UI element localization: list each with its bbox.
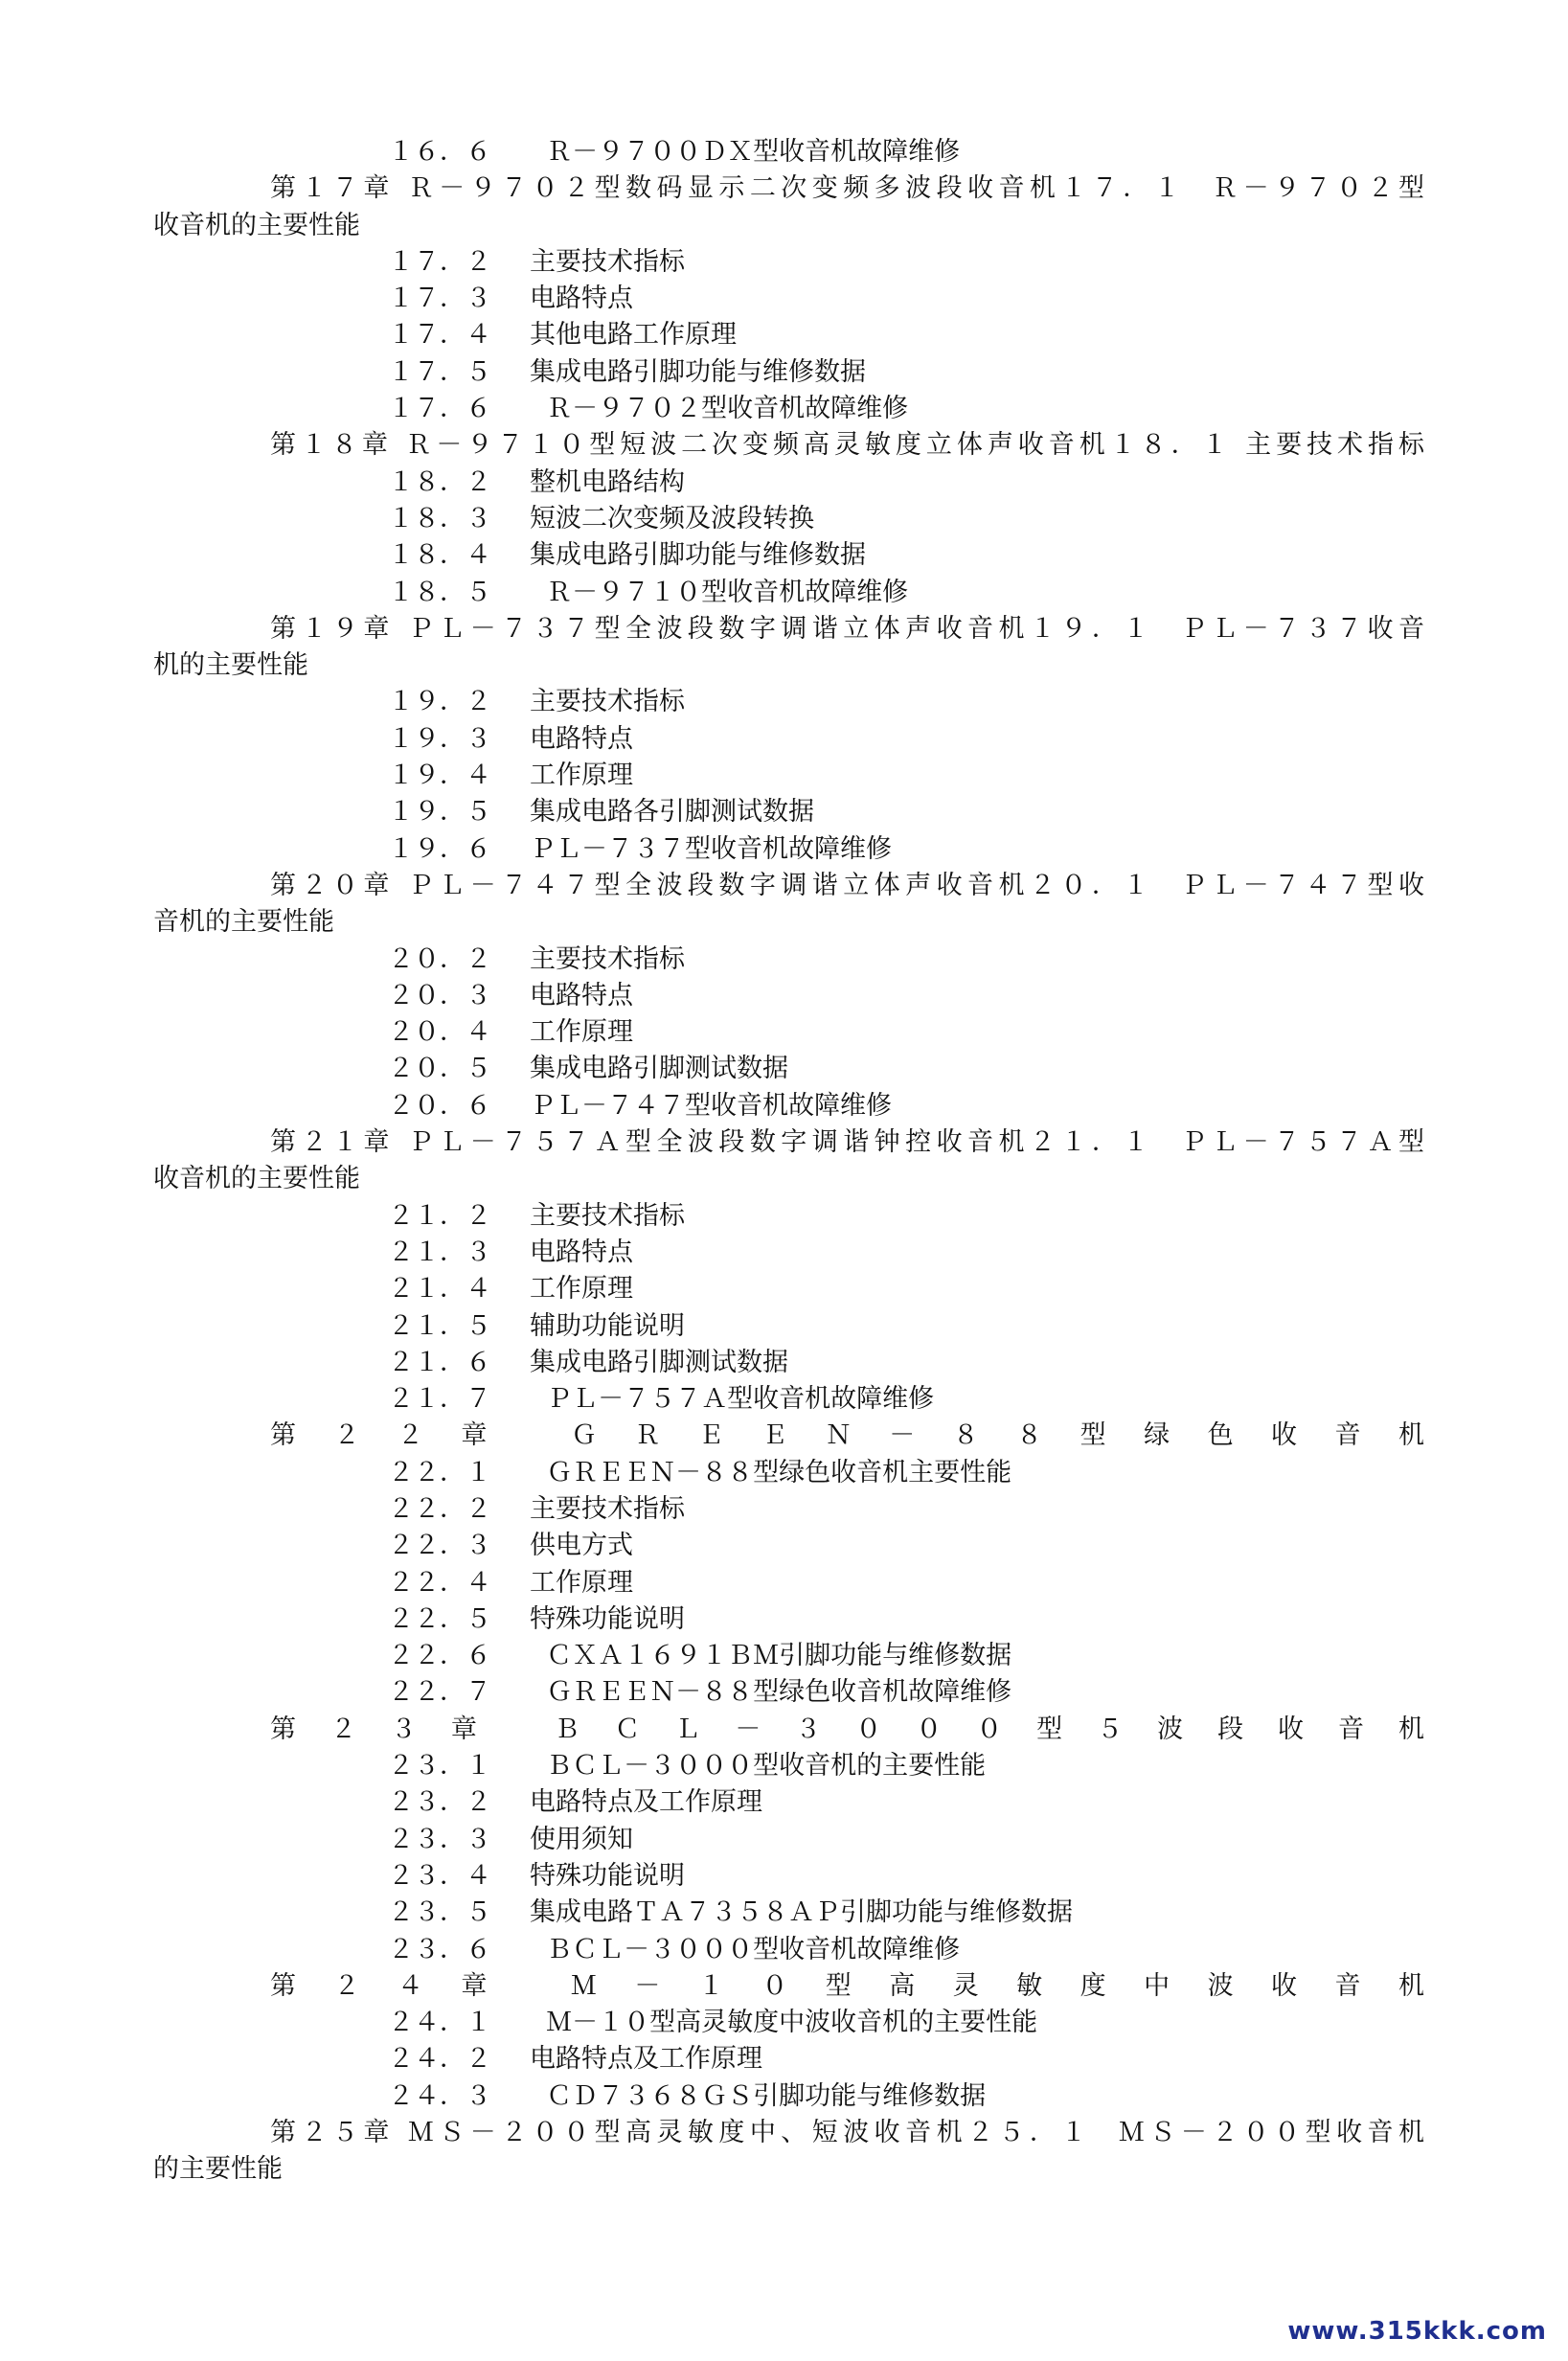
section-entry — [388, 1638, 1011, 1674]
section-number: ２２．５ — [388, 1603, 491, 1634]
section-entry — [388, 1381, 934, 1418]
section-entry — [388, 2078, 986, 2115]
section-title: Ｒ－９７０２型收音机故障维修 — [530, 394, 909, 424]
toc-line — [0, 647, 1568, 684]
toc-line — [0, 1271, 1568, 1307]
section-number: １９．５ — [388, 797, 491, 828]
toc-line — [0, 831, 1568, 868]
section-number: １９．４ — [388, 761, 491, 791]
toc-line — [0, 244, 1568, 281]
section-entry — [388, 2005, 1037, 2041]
chapter-heading-continuation: 的主要性能 — [153, 2154, 283, 2185]
section-title: 工作原理 — [530, 1017, 633, 1048]
section-number: ２４．１ — [388, 2008, 491, 2038]
toc-line — [0, 575, 1568, 611]
section-title: 其他电路工作原理 — [530, 320, 737, 351]
chapter-heading: 第１８章 Ｒ－９７１０型短波二次变频高灵敏度立体声收音机１８．１ 主要技术指标 — [270, 430, 1424, 461]
section-title: 电路特点 — [530, 723, 633, 754]
section-entry — [388, 1674, 1011, 1711]
section-title: 主要技术指标 — [530, 1493, 685, 1524]
toc-line — [0, 1381, 1568, 1418]
section-number: ２３．６ — [388, 1934, 491, 1964]
section-entry — [388, 978, 633, 1014]
chapter-heading: 第１９章 ＰＬ－７３７型全波段数字调谐立体声收音机１９．１ ＰＬ－７３７收音 — [270, 613, 1424, 644]
section-entry — [388, 1822, 633, 1858]
section-entry — [388, 942, 685, 978]
section-entry — [388, 1051, 788, 1087]
toc-line — [0, 317, 1568, 353]
section-entry — [388, 317, 737, 353]
toc-line — [0, 537, 1568, 574]
toc-line — [0, 794, 1568, 830]
section-number: ２３．３ — [388, 1824, 491, 1854]
section-number: １７．５ — [388, 356, 491, 387]
section-title: 主要技术指标 — [530, 246, 685, 277]
toc-line — [0, 758, 1568, 794]
toc-line — [0, 942, 1568, 978]
section-title: ＢＣＬ－３０００型收音机的主要性能 — [530, 1751, 987, 1782]
section-title: 辅助功能说明 — [530, 1310, 685, 1341]
toc-line — [0, 1674, 1568, 1711]
section-entry — [388, 831, 892, 868]
toc-line — [0, 1895, 1568, 1931]
section-number: ２２．３ — [388, 1531, 491, 1561]
section-number: ２４．３ — [388, 2080, 491, 2111]
toc-line — [0, 170, 1568, 207]
section-number: ２１．３ — [388, 1237, 491, 1267]
toc-line — [0, 1198, 1568, 1235]
toc-line — [0, 1345, 1568, 1381]
toc-line — [0, 281, 1568, 317]
chapter-heading: 第２４章 Ｍ－１０型高灵敏度中波收音机 — [270, 1970, 1424, 2001]
chapter-heading: 第１７章 Ｒ－９７０２型数码显示二次变频多波段收音机１７．１ Ｒ－９７０２型 — [270, 173, 1424, 204]
toc-line — [0, 1308, 1568, 1345]
toc-line — [0, 1088, 1568, 1124]
toc-line — [0, 904, 1568, 941]
section-title: 工作原理 — [530, 1567, 633, 1598]
section-entry — [388, 1235, 633, 1271]
section-entry — [388, 1271, 633, 1307]
section-title: ＧＲＥＥＮ－８８型绿色收音机主要性能 — [530, 1457, 1012, 1487]
section-entry — [388, 721, 633, 758]
section-title: 集成电路引脚功能与维修数据 — [530, 356, 866, 387]
section-number: ２０．３ — [388, 980, 491, 1010]
section-entry — [388, 1308, 685, 1345]
section-entry — [388, 501, 814, 537]
section-title: 整机电路结构 — [530, 466, 685, 497]
toc-line — [0, 465, 1568, 501]
section-title: ＰＬ－７５７Ａ型收音机故障维修 — [530, 1384, 935, 1415]
section-title: ＧＲＥＥＮ－８８型绿色收音机故障维修 — [530, 1677, 1012, 1708]
section-title: 特殊功能说明 — [530, 1860, 685, 1891]
section-number: １７．６ — [388, 394, 491, 424]
chapter-heading: 第２１章 ＰＬ－７５７Ａ型全波段数字调谐钟控收音机２１．１ ＰＬ－７５７Ａ型 — [270, 1127, 1424, 1158]
toc-line — [0, 2005, 1568, 2041]
section-title: 工作原理 — [530, 1274, 633, 1305]
section-number: ２０．６ — [388, 1090, 491, 1121]
section-number: ２３．１ — [388, 1751, 491, 1782]
toc-line — [0, 1418, 1568, 1454]
section-entry — [388, 1491, 685, 1528]
section-title: 主要技术指标 — [530, 687, 685, 717]
section-title: ＰＬ－７３７型收音机故障维修 — [530, 833, 892, 864]
toc-line — [0, 1528, 1568, 1564]
section-title: 使用须知 — [530, 1824, 633, 1854]
section-number: １８．２ — [388, 466, 491, 497]
toc-line — [0, 2151, 1568, 2188]
section-entry — [388, 391, 908, 427]
section-entry — [388, 1895, 1073, 1931]
section-title: 电路特点及工作原理 — [530, 1787, 762, 1818]
section-entry — [388, 794, 814, 830]
section-entry — [388, 1198, 685, 1235]
section-entry — [388, 1601, 685, 1638]
toc-line — [0, 1014, 1568, 1051]
toc-line — [0, 1491, 1568, 1528]
toc-line — [0, 208, 1568, 244]
section-entry — [388, 134, 960, 170]
section-number: ２０．４ — [388, 1017, 491, 1048]
section-entry — [388, 684, 685, 720]
section-number: ２２．７ — [388, 1677, 491, 1708]
section-entry — [388, 1932, 960, 1968]
section-number: ２３．５ — [388, 1897, 491, 1928]
chapter-heading: 第２３章 ＢＣＬ－３０００型５波段收音机 — [270, 1714, 1424, 1744]
section-title: 特殊功能说明 — [530, 1603, 685, 1634]
toc-line — [0, 1455, 1568, 1491]
toc-line — [0, 684, 1568, 720]
section-number: １９．２ — [388, 687, 491, 717]
toc-line — [0, 1858, 1568, 1895]
toc-line — [0, 1932, 1568, 1968]
section-title: ＰＬ－７４７型收音机故障维修 — [530, 1090, 892, 1121]
toc-line — [0, 134, 1568, 170]
section-title: 集成电路引脚测试数据 — [530, 1347, 788, 1377]
section-title: 电路特点 — [530, 1237, 633, 1267]
section-title: 集成电路ＴＡ７３５８ＡＰ引脚功能与维修数据 — [530, 1897, 1073, 1928]
toc-line — [0, 1822, 1568, 1858]
toc-line — [0, 391, 1568, 427]
section-number: ２３．４ — [388, 1860, 491, 1891]
section-title: 集成电路引脚功能与维修数据 — [530, 540, 866, 571]
section-number: ２２．６ — [388, 1641, 491, 1671]
toc-line — [0, 427, 1568, 464]
toc-line — [0, 978, 1568, 1014]
toc-line — [0, 1601, 1568, 1638]
section-number: １８．４ — [388, 540, 491, 571]
section-number: １６．６ — [388, 137, 491, 167]
toc-line — [0, 1638, 1568, 1674]
chapter-heading-continuation: 音机的主要性能 — [153, 907, 334, 938]
section-entry — [388, 575, 908, 611]
section-title: Ｒ－９７１０型收音机故障维修 — [530, 577, 909, 607]
chapter-heading-continuation: 收音机的主要性能 — [153, 1164, 360, 1194]
section-title: 电路特点及工作原理 — [530, 2044, 762, 2075]
toc-line — [0, 1124, 1568, 1161]
section-title: ＣＤ７３６８ＧＳ引脚功能与维修数据 — [530, 2080, 987, 2111]
chapter-heading: 第２２章 ＧＲＥＥＮ－８８型绿色收音机 — [270, 1420, 1424, 1451]
section-entry — [388, 758, 633, 794]
section-title: Ｒ－９７００ＤＸ型收音机故障维修 — [530, 137, 961, 167]
toc-line — [0, 1565, 1568, 1601]
section-entry — [388, 1014, 633, 1051]
section-number: ２１．２ — [388, 1200, 491, 1231]
toc-line — [0, 868, 1568, 904]
section-number: １７．２ — [388, 246, 491, 277]
section-number: ２１．６ — [388, 1347, 491, 1377]
section-number: １９．３ — [388, 723, 491, 754]
section-title: 供电方式 — [530, 1531, 633, 1561]
section-title: 主要技术指标 — [530, 943, 685, 974]
chapter-heading-continuation: 机的主要性能 — [153, 650, 308, 681]
table-of-contents — [0, 134, 1568, 2189]
toc-line — [0, 2115, 1568, 2151]
section-number: １７．４ — [388, 320, 491, 351]
chapter-heading-continuation: 收音机的主要性能 — [153, 210, 360, 240]
section-entry — [388, 1748, 986, 1784]
section-title: 电路特点 — [530, 284, 633, 314]
section-entry — [388, 1088, 892, 1124]
section-entry — [388, 1784, 762, 1821]
section-entry — [388, 354, 866, 391]
section-title: Ｍ－１０型高灵敏度中波收音机的主要性能 — [530, 2008, 1038, 2038]
section-number: ２２．２ — [388, 1493, 491, 1524]
section-number: ２１．４ — [388, 1274, 491, 1305]
section-title: 工作原理 — [530, 761, 633, 791]
section-entry — [388, 537, 866, 574]
section-entry — [388, 465, 685, 501]
toc-line — [0, 1968, 1568, 2005]
section-title: 集成电路引脚测试数据 — [530, 1054, 788, 1084]
section-number: ２０．２ — [388, 943, 491, 974]
section-title: 电路特点 — [530, 980, 633, 1010]
section-title: 集成电路各引脚测试数据 — [530, 797, 814, 828]
section-title: 主要技术指标 — [530, 1200, 685, 1231]
toc-line — [0, 2078, 1568, 2115]
toc-line — [0, 1235, 1568, 1271]
toc-line — [0, 721, 1568, 758]
section-entry — [388, 281, 633, 317]
toc-line — [0, 2041, 1568, 2077]
chapter-heading: 第２０章 ＰＬ－７４７型全波段数字调谐立体声收音机２０．１ ＰＬ－７４７型收 — [270, 870, 1424, 900]
toc-line — [0, 611, 1568, 647]
section-number: ２０．５ — [388, 1054, 491, 1084]
site-watermark: www.315kkk.com — [1287, 2317, 1547, 2346]
section-title: 短波二次变频及波段转换 — [530, 503, 814, 533]
section-number: １７．３ — [388, 284, 491, 314]
chapter-heading: 第２５章 ＭＳ－２００型高灵敏度中、短波收音机２５．１ ＭＳ－２００型收音机 — [270, 2118, 1424, 2148]
section-entry — [388, 244, 685, 281]
section-title: ＣＸＡ１６９１ＢＭ引脚功能与维修数据 — [530, 1641, 1012, 1671]
toc-line — [0, 354, 1568, 391]
toc-line — [0, 1784, 1568, 1821]
section-entry — [388, 1345, 788, 1381]
section-entry — [388, 1858, 685, 1895]
section-entry — [388, 1455, 1011, 1491]
section-number: １８．３ — [388, 503, 491, 533]
toc-line — [0, 1051, 1568, 1087]
toc-line — [0, 501, 1568, 537]
section-number: ２３．２ — [388, 1787, 491, 1818]
section-number: ２２．１ — [388, 1457, 491, 1487]
toc-line — [0, 1161, 1568, 1197]
section-number: ２４．２ — [388, 2044, 491, 2075]
section-number: １８．５ — [388, 577, 491, 607]
toc-line — [0, 1712, 1568, 1748]
section-number: １９．６ — [388, 833, 491, 864]
section-number: ２２．４ — [388, 1567, 491, 1598]
toc-line — [0, 1748, 1568, 1784]
section-title: ＢＣＬ－３０００型收音机故障维修 — [530, 1934, 961, 1964]
section-entry — [388, 2041, 762, 2077]
section-entry — [388, 1565, 633, 1601]
section-entry — [388, 1528, 633, 1564]
section-number: ２１．７ — [388, 1384, 491, 1415]
section-number: ２１．５ — [388, 1310, 491, 1341]
